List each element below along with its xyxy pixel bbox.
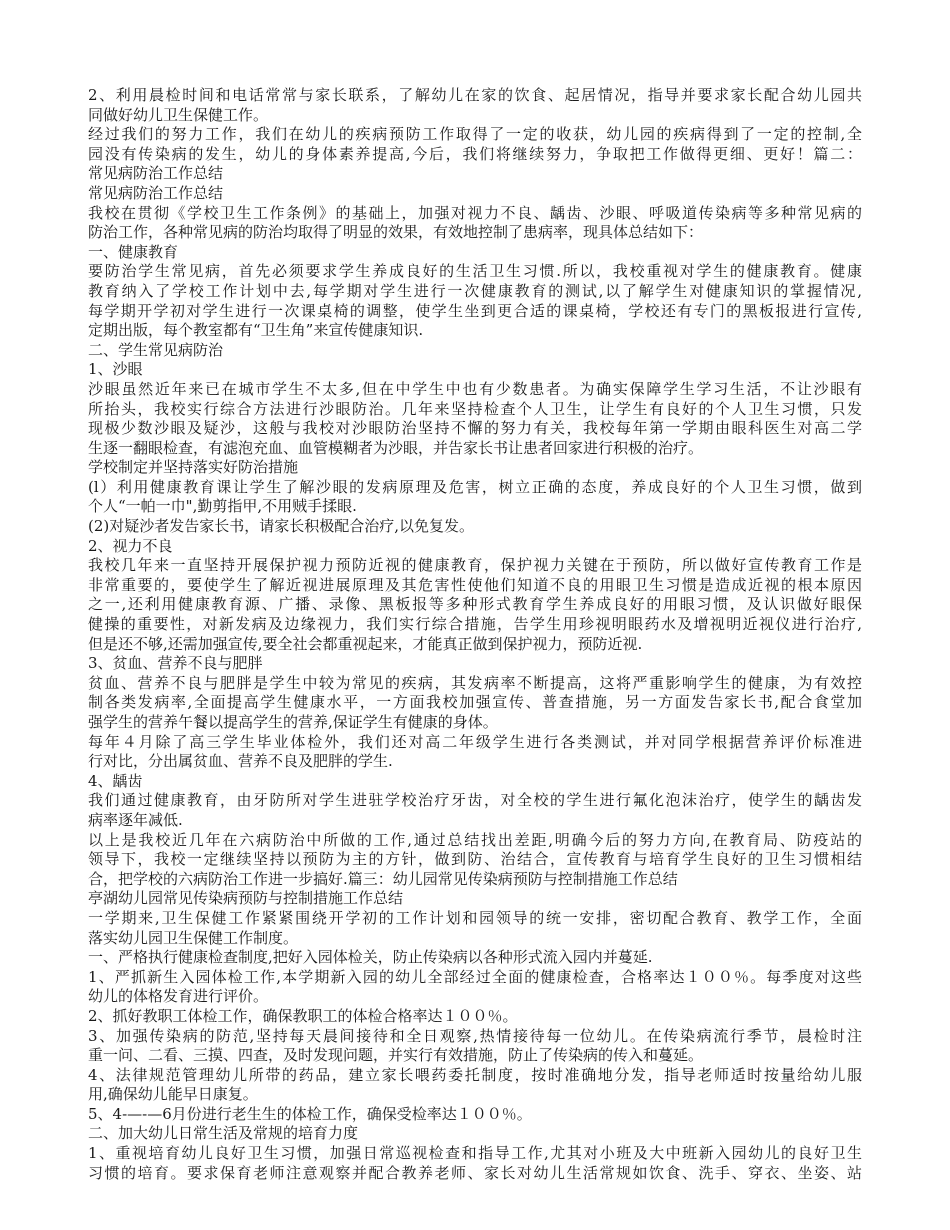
document-body (88, 86, 862, 1183)
text-line: 强学生的营养午餐以提高学生的营养,保证学生有健康的身体。 (88, 713, 498, 731)
text-line: 现极少数沙眼及疑沙，这般与我校对沙眼防治坚持不懈的努力有关，我校每年第一学期由眼科医生对高二学 (88, 419, 862, 438)
text-line: 领导下，我校一定继续坚持以预防为主的方针，做到防、治结合，宣传教育与培育学生良好的卫生习惯相结 (88, 850, 862, 869)
text-line: 2、抓好教职工体检工作，确保教职工的体检合格率达１００％。 (88, 1006, 518, 1025)
text-line: (2)对疑沙者发告家长书，请家长积极配合治疗,以免复发。 (88, 517, 475, 536)
text-line: 贫血、营养不良与肥胖是学生中较为常见的疾病，其发病率不断提高，这将严重影响学生的健康，为有效控 (88, 673, 862, 692)
text-line: (l）利用健康教育课让学生了解沙眼的发病原理及危害，树立正确的态度，养成良好的个人卫生习惯，做到 (88, 477, 862, 496)
text-line: 3、贫血、营养不良与肥胖 (88, 654, 263, 673)
text-line: 但是还不够,还需加强宣传,要全社会都重视起来，才能真正做到保护视力，预防近视. (88, 634, 643, 653)
text-line: 定期出版，每个教室都有“卫生角”来宣传健康知识. (88, 321, 424, 340)
text-line: 3、加强传染病的防范,坚持每天晨间接待和全日观察,热情接待每一位幼儿。在传染病流行季节，晨检时注 (88, 1026, 862, 1045)
text-line: 二、学生常见病防治 (88, 340, 224, 359)
text-line: 经过我们的努力工作，我们在幼儿的疾病预防工作取得了一定的收获，幼儿园的疾病得到了一定的控制,全 (88, 125, 862, 144)
text-line: 生逐一翻眼检查，有滤泡充血、血管模糊者为沙眼，并告家长书让患者回家进行积极的治疗。 (88, 438, 704, 457)
text-line: 学校制定并坚持落实好防治措施 (88, 458, 299, 477)
text-line: 1、严抓新生入园体检工作,本学期新入园的幼儿全部经过全面的健康检查，合格率达１００％。每季度对这些 (88, 967, 862, 986)
text-line: 沙眼虽然近年来已在城市学生不太多,但在中学生中也有少数患者。为确实保障学生学习生活，不让沙眼有 (88, 379, 862, 398)
text-line: 个人“一帕一巾",勤剪指甲,不用贼手揉眼. (88, 497, 357, 516)
text-line: 1、沙眼 (88, 360, 143, 379)
text-line: 病率逐年减低. (88, 810, 183, 829)
text-line: 非常重要的，要使学生了解近视进展原理及其危害性使他们知道不良的用眼卫生习惯是造成近视的根本原因 (88, 575, 862, 594)
text-line: 一学期来,卫生保健工作紧紧围绕开学初的工作计划和园领导的统一安排，密切配合教育、教学工作，全面 (88, 908, 862, 927)
text-line: 每学期开学初对学生进行一次课桌椅的调整，使学生坐到更合适的课桌椅，学校还有专门的黑板报进行宣传, (88, 301, 862, 320)
text-line: 要防治学生常见病，首先必须要求学生养成良好的生活卫生习惯.所以，我校重视对学生的健康教育。健康 (88, 262, 862, 281)
text-line: 二、加大幼儿日常生活及常规的培育力度 (88, 1124, 359, 1143)
text-line: 行对比，分出属贫血、营养不良及肥胖的学生. (88, 752, 393, 771)
text-line: 用,确保幼儿能早日康复。 (88, 1085, 258, 1104)
text-line: 常见病防治工作总结 (88, 183, 224, 202)
text-line: 1、重视培育幼儿良好卫生习惯，加强日常巡视检查和指导工作,尤其对小班及大中班新入园幼儿的良好卫生 (88, 1144, 862, 1163)
text-line: 亭湖幼儿园常见传染病预防与控制措施工作总结 (88, 889, 404, 908)
text-line: 重一问、二看、三摸、四查，及时发现问题，并实行有效措施，防止了传染病的传入和蔓延。 (88, 1046, 704, 1065)
text-line: 同做好幼儿卫生保健工作。 (88, 105, 269, 124)
text-line: 2、利用晨检时间和电话常常与家长联系，了解幼儿在家的饮食、起居情况，指导并要求家长配合幼儿园共 (88, 86, 862, 104)
text-line: 所抬头，我校实行综合方法进行沙眼防治。几年来坚持检查个人卫生，让学生有良好的个人卫生习惯，只发 (88, 399, 862, 418)
text-line: 我校在贯彻《学校卫生工作条例》的基础上，加强对视力不良、龋齿、沙眼、呼吸道传染病等多种常见病的 (88, 203, 862, 222)
text-line: 以上是我校近几年在六病防治中所做的工作,通过总结找出差距,明确今后的努力方向,在教育局、防疫站的 (88, 830, 862, 849)
text-line: 教育纳入了学校工作计划中去,每学期对学生进行一次健康教育的测试,以了解学生对健康知识的掌握情况, (88, 281, 862, 300)
text-line: 4、龋齿 (88, 771, 143, 790)
text-line: 防治工作，各种常见病的防治均取得了明显的效果，有效地控制了患病率，现具体总结如下： (88, 223, 704, 242)
text-line: 园没有传染病的发生，幼儿的身体素养提高,今后，我们将继续努力，争取把工作做得更细、更好！篇二： (88, 144, 862, 163)
text-line: 制各类发病率,全面提高学生健康水平，一方面我校加强宣传、普查措施，另一方面发告家长书,配合食堂加 (88, 693, 862, 712)
text-line: 落实幼儿园卫生保健工作制度。 (88, 928, 299, 947)
text-line: 5、4-—-—6月份进行老生生的体检工作，确保受检率达１００％。 (88, 1104, 532, 1123)
text-line: 4、法律规范管理幼儿所带的药品，建立家长喂药委托制度，按时准确地分发，指导老师适时按量给幼儿服 (88, 1065, 862, 1084)
text-line: 常见病防治工作总结 (88, 164, 224, 183)
text-line: 健操的重要性，对新发病及边缘视力，我们实行综合措施，告学生用珍视明眼药水及增视明近视仪进行治疗, (88, 615, 862, 634)
text-line: 我校几年来一直坚持开展保护视力预防近视的健康教育，保护视力关键在于预防，所以做好宣传教育工作是 (88, 556, 862, 575)
text-line: 之一,还利用健康教育源、广播、录像、黑板报等多种形式教育学生养成良好的用眼习惯，及认识做好眼保 (88, 595, 862, 614)
text-line: 一、健康教育 (88, 242, 179, 261)
text-line: 2、视力不良 (88, 536, 173, 555)
text-line: 一、严格执行健康检查制度,把好入园体检关，防止传染病以各种形式流入园内并蔓延. (88, 948, 653, 967)
text-line: 习惯的培育。要求保育老师注意观察并配合教养老师、家长对幼儿生活常规如饮食、洗手、穿衣、坐姿、站 (88, 1163, 862, 1182)
text-line: 我们通过健康教育，由牙防所对学生进驻学校治疗牙齿，对全校的学生进行氟化泡沫治疗，使学生的龋齿发 (88, 791, 862, 810)
text-line: 每年４月除了高三学生毕业体检外，我们还对高二年级学生进行各类测试，并对同学根据营养评价标准进 (88, 732, 862, 751)
text-line: 幼儿的体格发育进行评价。 (88, 987, 269, 1006)
text-line: 合，把学校的六病防治工作进一步搞好.篇三：幼儿园常见传染病预防与控制措施工作总结 (88, 869, 678, 888)
